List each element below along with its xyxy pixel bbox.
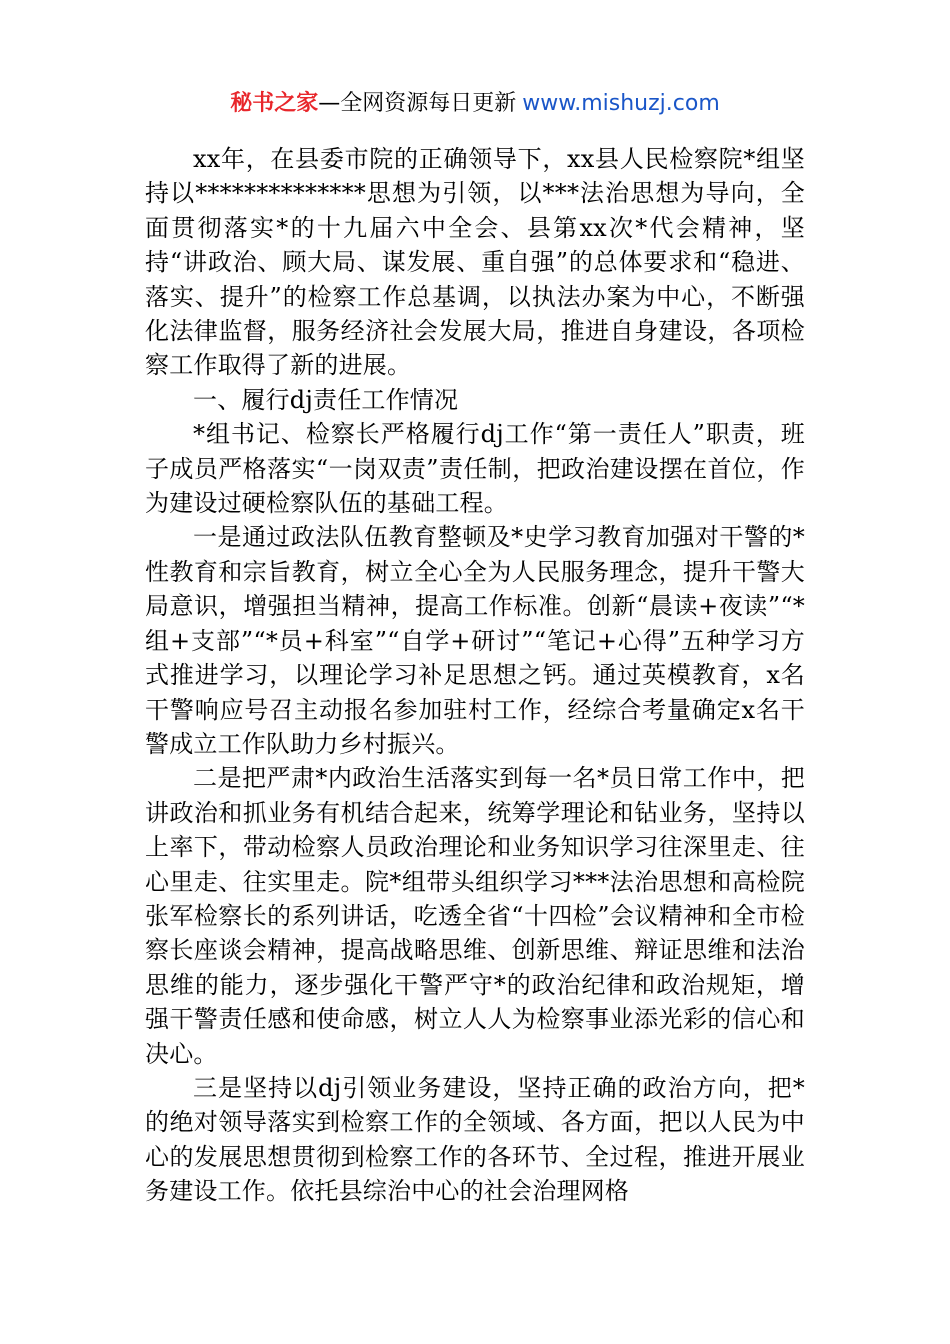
paragraph-intro: xx年，在县委市院的正确领导下，xx县人民检察院*组坚持以**************思想为引领，以***法治思想为导向，全面贯彻落实*的十九届六中全会、县第xx次*代会精神，坚持“讲政治、顾大局、谋发展、重自强”的总体要求和“稳进、落实、提升”的检察工作总基调，以执法办案为中心，不断强化法律监督，服务经济社会发展大局，推进自身建设，各项检察工作取得了新的进展。 bbox=[145, 145, 805, 380]
paragraph-point-1: 一是通过政法队伍教育整顿及*史学习教育加强对干警的*性教育和宗旨教育，树立全心全为人民服务理念，提升干警大局意识，增强担当精神，提高工作标准。创新“晨读+夜读”“*组+支部”“*员+科室”“自学+研讨”“笔记+心得”五种学习方式推进学习，以理论学习补足思想之钙。通过英模教育，x名干警响应号召主动报名参加驻村工作，经综合考量确定x名干警成立工作队助力乡村振兴。 bbox=[145, 523, 805, 758]
paragraph-point-2: 二是把严肃*内政治生活落实到每一名*员日常工作中，把讲政治和抓业务有机结合起来，统筹学理论和钻业务，坚持以上率下，带动检察人员政治理论和业务知识学习往深里走、往心里走、往实里走。院*组带头组织学习***法治思想和高检院张军检察长的系列讲话，吃透全省“十四检”会议精神和全市检察长座谈会精神，提高战略思维、创新思维、辩证思维和法治思维的能力，逐步强化干警严守*的政治纪律和政治规矩，增强干警责任感和使命感，树立人人为检察事业添光彩的信心和决心。 bbox=[145, 764, 805, 1068]
header-dash: — bbox=[318, 91, 341, 116]
site-header bbox=[0, 88, 950, 120]
site-brand: 秘书之家 bbox=[230, 91, 319, 116]
section-heading-1: 一、履行dj责任工作情况 bbox=[193, 385, 459, 414]
paragraph-responsibility: *组书记、检察长严格履行dj工作“第一责任人”职责，班子成员严格落实“一岗双责”责任制，把政治建设摆在首位，作为建设过硬检察队伍的基础工程。 bbox=[145, 420, 805, 518]
site-url-link[interactable]: www.mishuzj.com bbox=[522, 91, 720, 116]
paragraph-point-3: 三是坚持以dj引领业务建设，坚持正确的政治方向，把*的绝对领导落实到检察工作的全领域、各方面，把以人民为中心的发展思想贯彻到检察工作的各环节、全过程，推进开展业务建设工作。依托县综治中心的社会治理网格 bbox=[145, 1073, 805, 1206]
header-tagline: 全网资源每日更新 bbox=[340, 91, 517, 116]
document-body bbox=[145, 142, 805, 1209]
